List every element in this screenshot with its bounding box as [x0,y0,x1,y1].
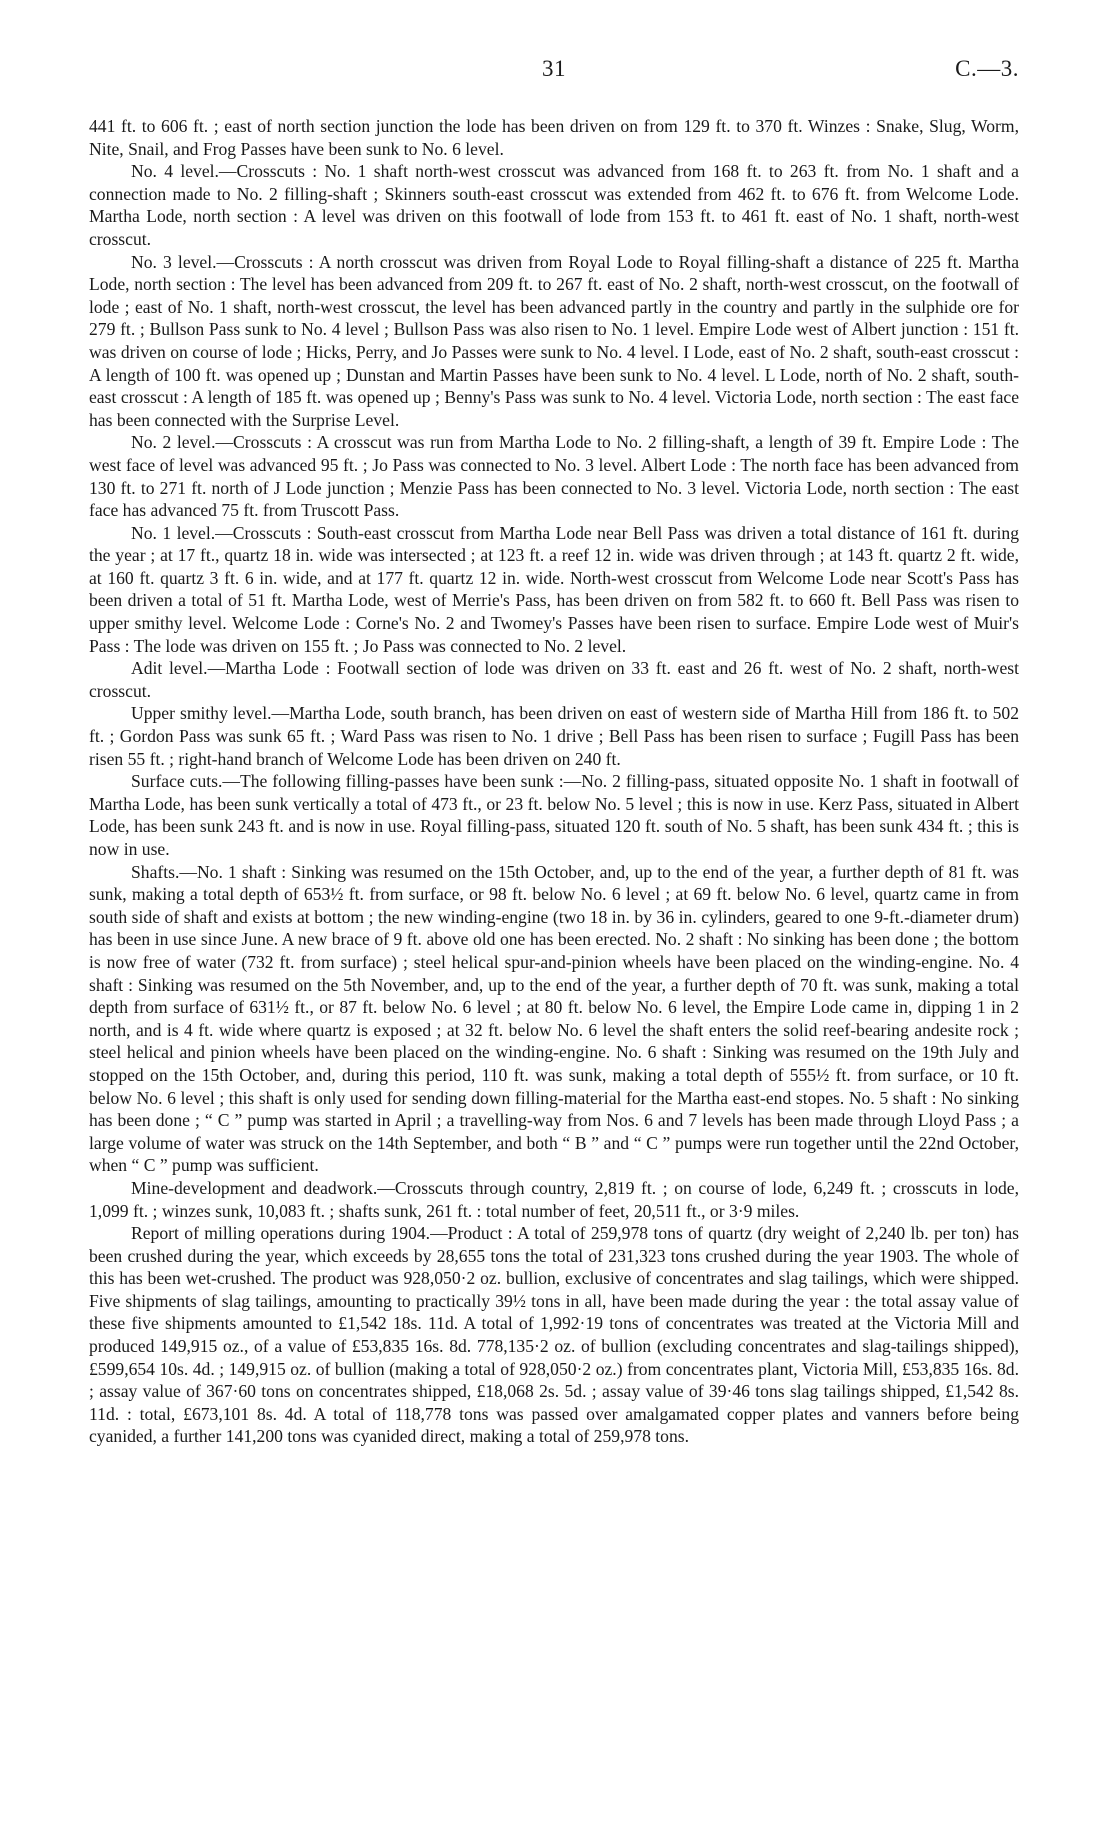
document-reference: C.—3. [955,56,1019,81]
document-page [89,56,1019,1448]
page-header [89,56,1019,96]
paragraph-no4-level: No. 4 level.—Crosscuts : No. 1 shaft north-west crosscut was advanced from 168 ft. to 263 ft. from No. 1 shaft and a connection made to No. 2 filling-shaft ; Skinners south-east crosscut was extended from 462 ft. to 676 ft. from Welcome Lode. Martha Lode, north section : A level was driven on this footwall of lode from 153 ft. to 461 ft. east of No. 1 shaft, north-west crosscut. [89,161,1019,249]
paragraph-mine-development: Mine-development and deadwork.—Crosscuts through country, 2,819 ft. ; on course of lode, 6,249 ft. ; crosscuts in lode, 1,099 ft. ; winzes sunk, 10,083 ft. ; shafts sunk, 261 ft. : total number of feet, 20,511 ft., or 3·9 miles. [89,1177,1019,1221]
paragraph-upper-smithy-level: Upper smithy level.—Martha Lode, south branch, has been driven on east of western side of Martha Hill from 186 ft. to 502 ft. ; Gordon Pass was sunk 65 ft. ; Ward Pass was risen to No. 1 drive ; Bell Pass has been risen to surface ; Fugill Pass has been risen 55 ft. ; right-hand branch of Welcome Lode has been driven on 240 ft. [89,703,1019,769]
body-text [89,115,1019,1448]
paragraph-no2-level: No. 2 level.—Crosscuts : A crosscut was run from Martha Lode to No. 2 filling-shaft, a length of 39 ft. Empire Lode : The west face of level was advanced 95 ft. ; Jo Pass was connected to No. 3 level. Albert Lode : The north face has been advanced from 130 ft. to 271 ft. north of J Lode junction ; Menzie Pass has been connected to No. 3 level. Victoria Lode, north section : The east face has advanced 75 ft. from Truscott Pass. [89,432,1019,521]
paragraph-milling-report: Report of milling operations during 1904.—Product : A total of 259,978 tons of quartz (dry weight of 2,240 lb. per ton) has been crushed during the year, which exceeds by 28,655 tons the total of 231,323 tons crushed during the year 1903. The whole of this has been wet-crushed. The product was 928,050·2 oz. bullion, exclusive of concentrates and slag tailings, which were shipped. Five shipments of slag tailings, amounting to practically 39½ tons in all, have been made during the year : the total assay value of these five shipments amounted to £1,542 18s. 11d. A total of 1,992·19 tons of concentrates was treated at the Victoria Mill and produced 149,915 oz., of a value of £53,835 16s. 8d. 778,135·2 oz. of bullion (excluding concentrates and slag-tailings shipped), £599,654 10s. 4d. ; 149,915 oz. of bullion (making a total of 928,050·2 oz.) from concentrates plant, Victoria Mill, £53,835 16s. 8d. ; assay value of 367·60 tons on concentrates shipped, £18,068 2s. 5d. ; assay value of 39·46 tons slag tailings shipped, £1,542 8s. 11d. : total, £673,101 8s. 4d. A total of 118,778 tons was passed over amalgamated copper plates and vanners before being cyanided, a further 141,200 tons was cyanided direct, making a total of 259,978 tons. [89,1223,1019,1447]
paragraph-shafts: Shafts.—No. 1 shaft : Sinking was resumed on the 15th October, and, up to the end of the year, a further depth of 81 ft. was sunk, making a total depth of 653½ ft. from surface, or 98 ft. below No. 6 level ; at 69 ft. below No. 6 level, quartz came in from south side of shaft and exists at bottom ; the new winding-engine (two 18 in. by 36 in. cylinders, geared to one 9-ft.-diameter drum) has been in use since June. A new brace of 9 ft. above old one has been erected. No. 2 shaft : No sinking has been done ; the bottom is now free of water (732 ft. from surface) ; steel helical spur-and-pinion wheels have been placed on the winding-engine. No. 4 shaft : Sinking was resumed on the 5th November, and, up to the end of the year, a further depth of 70 ft. was sunk, making a total depth from surface of 631½ ft., or 87 ft. below No. 6 level ; at 80 ft. below No. 6 level, the Empire Lode came in, dipping 1 in 2 north, and is 4 ft. wide where quartz is exposed ; at 32 ft. below No. 6 level the shaft enters the solid reef-bearing andesite rock ; steel helical and pinion wheels have been placed on the winding-engine. No. 6 shaft : Sinking was resumed on the 19th July and stopped on the 15th October, and, during this period, 110 ft. was sunk, making a total depth of 555½ ft. from surface, or 10 ft. below No. 6 level ; this shaft is only used for sending down filling-material for the Martha east-end stopes. No. 5 shaft : No sinking has been done ; “ C ” pump was started in April ; a travelling-way from Nos. 6 and 7 levels has been made through Lloyd Pass ; a large volume of water was struck on the 14th September, and both “ B ” and “ C ” pumps were run together until the 22nd October, when “ C ” pump was sufficient. [89,861,1019,1176]
paragraph-continuation: 441 ft. to 606 ft. ; east of north section junction the lode has been driven on from 129 ft. to 370 ft. Winzes : Snake, Slug, Worm, Nite, Snail, and Frog Passes have been sunk to No. 6 level. [89,116,1019,159]
paragraph-no1-level: No. 1 level.—Crosscuts : South-east crosscut from Martha Lode near Bell Pass was driven a total distance of 161 ft. during the year ; at 17 ft., quartz 18 in. wide was intersected ; at 123 ft. a reef 12 in. wide was driven through ; at 143 ft. quartz 2 ft. wide, at 160 ft. quartz 3 ft. 6 in. wide, and at 177 ft. quartz 12 in. wide. North-west crosscut from Welcome Lode near Scott's Pass has been driven a total of 51 ft. Martha Lode, west of Merrie's Pass, has been driven on from 582 ft. to 660 ft. Bell Pass was risen to upper smithy level. Welcome Lode : Corne's No. 2 and Twomey's Passes have been risen to surface. Empire Lode west of Muir's Pass : The lode was driven on 155 ft. ; Jo Pass was connected to No. 2 level. [89,522,1019,656]
paragraph-adit-level: Adit level.—Martha Lode : Footwall section of lode was driven on 33 ft. east and 26 ft. west of No. 2 shaft, north-west crosscut. [89,658,1019,701]
paragraph-no3-level: No. 3 level.—Crosscuts : A north crosscut was driven from Royal Lode to Royal filling-shaft a distance of 225 ft. Martha Lode, north section : The level has been advanced from 209 ft. to 267 ft. east of No. 2 shaft, north-west crosscut, on the footwall of lode ; east of No. 1 shaft, north-west crosscut, the level has been advanced partly in the country and partly in the sulphide ore for 279 ft. ; Bullson Pass sunk to No. 4 level ; Bullson Pass was also risen to No. 1 level. Empire Lode west of Albert junction : 151 ft. was driven on course of lode ; Hicks, Perry, and Jo Passes were sunk to No. 4 level. I Lode, east of No. 2 shaft, south-east crosscut : A length of 100 ft. was opened up ; Dunstan and Martin Passes have been sunk to No. 4 level. L Lode, north of No. 2 shaft, south-east crosscut : A length of 185 ft. was opened up ; Benny's Pass was sunk to No. 4 level. Victoria Lode, north section : The east face has been connected with the Surprise Level. [89,251,1019,430]
paragraph-surface-cuts: Surface cuts.—The following filling-passes have been sunk :—No. 2 filling-pass, situated opposite No. 1 shaft in footwall of Martha Lode, has been sunk vertically a total of 473 ft., or 23 ft. below No. 5 level ; this is now in use. Kerz Pass, situated in Albert Lode, has been sunk 243 ft. and is now in use. Royal filling-pass, situated 120 ft. south of No. 5 shaft, has been sunk 434 ft. ; this is now in use. [89,771,1019,859]
page-number: 31 [542,56,566,81]
